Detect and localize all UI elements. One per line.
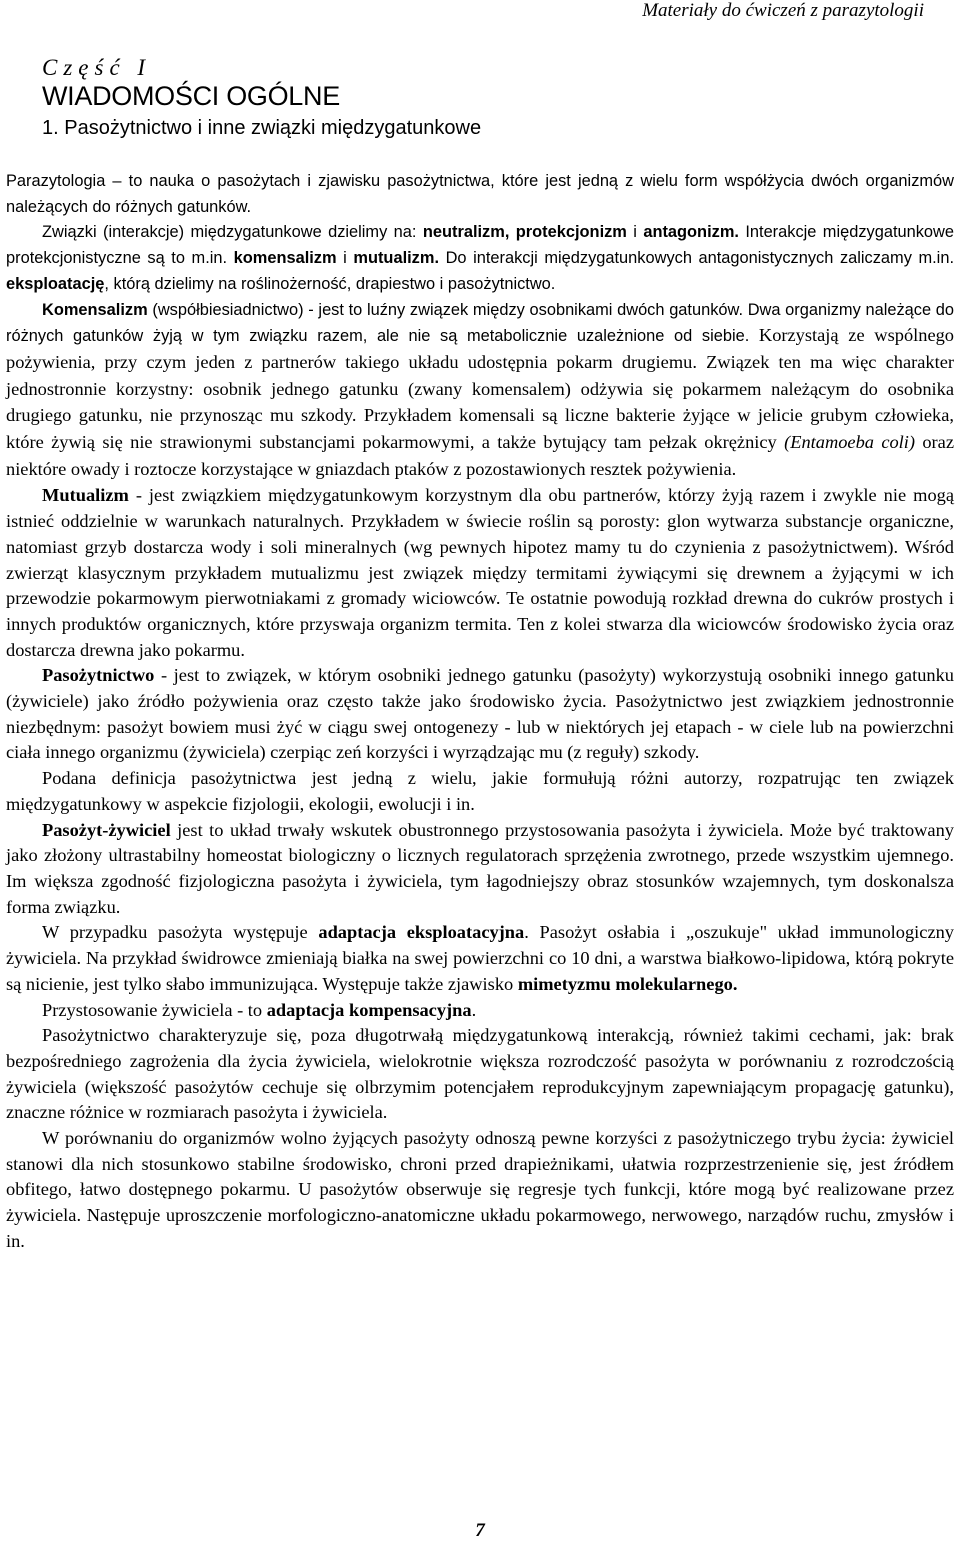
bold-term: eksploatację: [6, 274, 105, 293]
bold-term: antagonizm.: [643, 223, 739, 242]
bold-term: Pasożyt-żywiciel: [42, 819, 171, 840]
bold-term: komensalizm: [233, 249, 337, 268]
text-run: Przystosowanie żywiciela - to: [42, 999, 267, 1020]
part-heading: Część I: [42, 55, 152, 80]
text-run: - jest to związek, w którym osobniki jednego gatunku (pasożyty) wykorzystują osobniki innego gatunku (żywiciele) jako źródło pożywienia oraz często także jako środowisko życia. Pasożytnictwo jest związkiem jednostronnie niezbędnym: pasożyt bowiem musi żyć w ciągu swej ontogenezy - lub w niektórych jej etapach - w ciele lub na powierzchni ciała innego organizmu (żywiciela) czerpiąc zeń korzyści i wyrządzając mu (z reguły) szkody.: [6, 665, 954, 763]
chapter-title: WIADOMOŚCI OGÓLNE: [42, 81, 340, 111]
text-run: - jest związkiem międzygatunkowym korzystnym dla obu partnerów, którzy żyją razem i zwykle nie mogą istnieć oddzielnie w warunkach naturalnych. Przykładem w świecie roślin są porosty: glon wytwarza substancje organiczne, natomiast grzyb dostarcza wody i soli mineralnych (wg pewnych hipotez mamy tu do czynienia z pasożytnictwem). Wśród zwierząt klasycznym przykładem mutualizmu jest związek między termitami żywiącymi się drewnem a żyjącymi w ich przewodzie pokarmowym pierwotniakami z gromady wiciowców. Te ostatnie powodują rozkład drewna do cukrów prostych i innych produktów organicznych, które przyswaja organizm termita. Ten z kolei stwarza dla wiciowców środowisko życia oraz dostarcza drewna jako pokarmu.: [6, 485, 954, 660]
italic-text: (Entamoeba coli): [784, 432, 916, 453]
bold-term: adaptacja kompensacyjna: [266, 999, 472, 1020]
paragraph: [6, 818, 954, 921]
text-run: . Pasożyt osłabia i „oszukuje" układ immunologiczny żywiciela. Na przykład świdrowce zmieniają białka na swej powierzchni co 10 dni, a warstwa białkowo-lipidowa, którą pokryte są nicienie, jest tylko słabo immunizująca. Występuje także zjawisko: [6, 922, 954, 994]
text-run: Przykładem komensali są liczne bakterie żyjące w jelicie grubym człowieka, które żywią się nie strawionymi substancjami pokarmowymi, a także bytujący tam pełzak okrężnicy: [6, 405, 954, 453]
paragraph: [6, 298, 954, 484]
section-title: 1. Pasożytnictwo i inne związki międzygatunkowe: [42, 117, 482, 139]
paragraph: [6, 169, 954, 220]
text-run: i: [336, 249, 354, 268]
paragraph: [6, 998, 954, 1024]
bold-term: Komensalizm: [42, 300, 148, 319]
text-run: Korzystają ze wspólnego pożywienia, przy czym jeden z partnerów takiego układu udostępnia pokarm drugiemu.: [6, 325, 954, 372]
page-number: 7: [475, 1520, 485, 1541]
text-run: Pasożytnictwo charakteryzuje się, poza długotrwałą międzygatunkową interakcją, również takimi cechami, jak: brak bezpośredniego zagrożenia dla życia żywiciela, wielokrotnie większa rozrodczość pasożyta w porównaniu z rozrodczością żywiciela (większość pasożytów cechuje się olbrzymim potencjałem reprodukcyjnym zapewniającym propagację gatunku), znaczne różnice w rozmiarach pasożyta i żywiciela.: [6, 1025, 954, 1123]
paragraph: [6, 663, 954, 766]
text-run: jest to układ trwały wskutek obustronnego przystosowania pasożyta i żywiciela. Może być traktowany jako złożony ultrastabilny homeostat biologiczny o licznych regulatorach sprzężenia zwrotnego, przede wszystkim ujemnego. Im większa zgodność fizjologiczna pasożyta i żywiciela, tym łagodniejszy obraz stosunków wzajemnych, tym doskonalsza forma związku.: [6, 819, 954, 917]
text-run: .: [471, 999, 477, 1020]
text-run: Związek ten ma więc charakter jednostronnie korzystny: osobnik jednego gatunku (zwany komensalem) odżywia się pokarmem należącym do osobnika drugiego gatunku, nie przynosząc mu szkody.: [6, 351, 954, 426]
running-header: Materiały do ćwiczeń z parazytologii: [642, 0, 924, 21]
paragraph: [6, 220, 954, 297]
bold-term: mutualizm.: [353, 249, 439, 268]
paragraph: [6, 920, 954, 997]
text-run: W przypadku pasożyta występuje: [42, 922, 319, 943]
text-run: , którą dzielimy na roślinożerność, drapiestwo i pasożytnictwo.: [104, 274, 556, 293]
paragraph: [6, 1023, 954, 1126]
paragraph: [6, 483, 954, 663]
text-run: Podana definicja pasożytnictwa jest jedną z wielu, jakie formułują różni autorzy, rozpatrując ten związek międzygatunkowy w aspekcie fizjologii, ekologii, ewolucji i in.: [6, 768, 954, 814]
text-run: oraz niektóre owady i roztocze korzystające w gniazdach ptaków z pozostawionych resztek pożywienia.: [6, 432, 954, 479]
bold-term: Pasożytnictwo: [42, 665, 155, 686]
text-run: W porównaniu do organizmów wolno żyjących pasożyty odnoszą pewne korzyści z pasożytniczego trybu życia: żywiciel stanowi dla nich stosunkowo stabilne środowisko, chroni przed drapieżnikami, ułatwia rozprzestrzenienie się, jest źródłem obfitego, łatwo dostępnego pokarmu. U pasożytów obserwuje się regresje tych funkcji, które mogą być realizowane przez żywiciela. Następuje uproszczenie morfologiczno-anatomiczne układu pokarmowego, nerwowego, narządów ruchu, zmysłów i in.: [6, 1128, 954, 1251]
text-run: i: [626, 223, 644, 242]
bold-term: adaptacja eksploatacyjna: [318, 922, 525, 943]
bold-term: neutralizm, protekcjonizm: [422, 223, 627, 242]
text-run: (współbiesiadnictwo) - jest to luźny związek między osobnikami dwóch gatunków. Dwa organizmy należące do różnych gatunków żyją w tym związku razem, ale nie są metabolicznie uzależnione od siebie.: [6, 300, 954, 346]
body-text: [6, 169, 954, 1255]
text-run: Interakcje międzygatunkowe protekcjonistyczne są to m.in.: [6, 223, 954, 268]
paragraph: [6, 766, 954, 817]
bold-term: mimetyzmu molekularnego.: [517, 973, 738, 994]
text-run: Związki (interakcje) międzygatunkowe dzielimy na:: [42, 223, 423, 242]
bold-term: Mutualizm: [42, 485, 129, 506]
text-run: Parazytologia – to nauka o pasożytach i zjawisku pasożytnictwa, które jest jedną z wielu form współżycia dwóch organizmów należących do różnych gatunków.: [6, 172, 954, 216]
text-run: Do interakcji międzygatunkowych antagonistycznych zaliczamy m.in.: [439, 249, 954, 268]
paragraph: [6, 1126, 954, 1255]
